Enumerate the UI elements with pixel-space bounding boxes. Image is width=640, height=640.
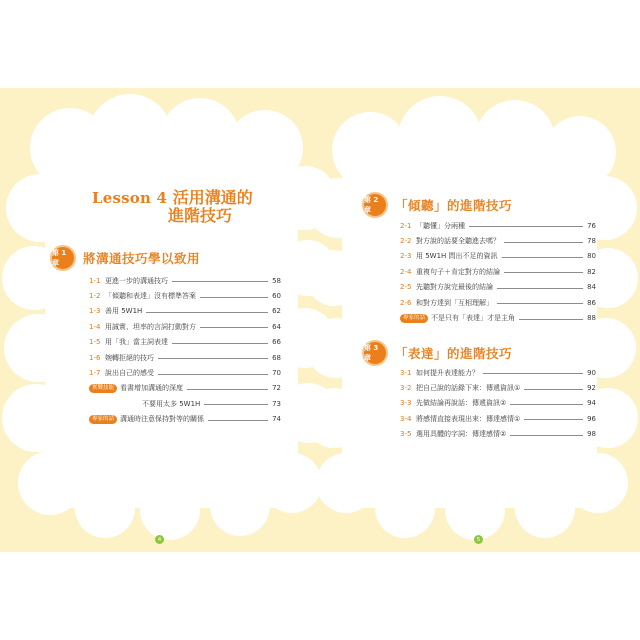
toc-entry [400, 365, 596, 380]
entry-number: 3-2 [400, 384, 412, 393]
toc-entry [89, 381, 281, 396]
entry-page-number: 70 [272, 369, 281, 378]
chapter-badge: 第 1 章 [50, 245, 76, 271]
entry-title: 先做結論再說話：傳遞資訊② [416, 399, 507, 408]
dot-leader [497, 288, 583, 289]
entry-page-number: 62 [272, 307, 281, 316]
entry-title: 婉轉拒絕的技巧 [105, 353, 154, 362]
toc-entry [89, 365, 281, 380]
entry-page-number: 96 [587, 414, 596, 423]
entry-title: 不要用太多 5W1H [142, 399, 201, 408]
entry-page-number: 94 [587, 399, 596, 408]
dot-leader [504, 242, 583, 243]
dot-leader [204, 404, 268, 405]
entry-page-number: 92 [587, 384, 596, 393]
entry-title: 溝通時注意保持對等的關係 [120, 415, 205, 424]
entry-page-number: 74 [272, 415, 281, 424]
toc-entry [400, 396, 596, 411]
entry-title: 如何提升表達能力？ [416, 368, 479, 377]
entry-number: 2-3 [400, 252, 412, 261]
toc-entry [89, 304, 281, 319]
entry-number: 1-2 [89, 292, 101, 301]
entry-number: 1-4 [89, 322, 101, 331]
entry-page-number: 86 [587, 298, 596, 307]
toc-entry [400, 249, 596, 264]
lesson-title-line1: 活用溝通的 [172, 188, 253, 207]
dot-leader [172, 281, 268, 282]
page-number-right: 5 [474, 535, 483, 544]
entry-page-number: 73 [272, 399, 281, 408]
dot-leader [208, 420, 268, 421]
entry-title: 不是只有「表達」才是主角 [431, 314, 516, 323]
page-number-left: 4 [155, 535, 164, 544]
entry-title: 選用具體的字詞：傳達感情② [416, 430, 507, 439]
entry-title: 「聽懂」分兩種 [416, 221, 465, 230]
dot-leader [504, 272, 583, 273]
entry-page-number: 90 [587, 368, 596, 377]
dot-leader [158, 374, 268, 375]
entry-title: 先聽對方說完最後的結論 [416, 283, 493, 292]
toc-entry [89, 273, 281, 288]
chapter-1-entries [89, 273, 281, 427]
toc-entry [400, 310, 596, 325]
chapter-2-entries [400, 218, 596, 326]
entry-title: 將感情直接表現出來：傳達感情① [416, 414, 521, 423]
chapter-1-heading [50, 245, 200, 271]
chapter-2-heading [362, 192, 512, 218]
dot-leader [510, 435, 583, 436]
entry-title: 說出自己的感受 [105, 369, 154, 378]
toc-entry [400, 264, 596, 279]
entry-number: 1-6 [89, 353, 101, 362]
entry-page-number: 82 [587, 267, 596, 276]
dot-leader [519, 319, 583, 320]
entry-number: 3-1 [400, 368, 412, 377]
entry-number: 3-5 [400, 430, 412, 439]
dot-leader [146, 312, 268, 313]
entry-number: 3-3 [400, 399, 412, 408]
entry-page-number: 72 [272, 384, 281, 393]
toc-entry [400, 295, 596, 310]
entry-title: 對方說的話要全聽進去嗎？ [416, 237, 500, 246]
entry-number: 3-4 [400, 414, 412, 423]
entry-title: 把自己說的話錄下來：傳遞資訊① [416, 384, 521, 393]
entry-tag-badge: 專家的話 [89, 415, 117, 424]
entry-number: 1-7 [89, 369, 101, 378]
toc-entry [400, 218, 596, 233]
dot-leader [158, 358, 268, 359]
entry-tag-badge: 實戰技能 [89, 384, 117, 393]
entry-title: 重複句子＋肯定對方的結論 [416, 267, 500, 276]
entry-number: 2-5 [400, 283, 412, 292]
entry-title: 看書增加溝通的深度 [120, 384, 184, 393]
toc-entry [400, 411, 596, 426]
dot-leader [200, 297, 268, 298]
entry-page-number: 58 [272, 276, 281, 285]
dot-leader [200, 327, 268, 328]
chapter-badge: 第 3 章 [362, 340, 388, 366]
entry-title: 用「我」當主詞表達 [105, 338, 168, 347]
toc-entry [89, 350, 281, 365]
toc-entry [89, 335, 281, 350]
dot-leader [524, 419, 583, 420]
entry-page-number: 76 [587, 221, 596, 230]
lesson-title-line2: 進階技巧 [168, 206, 233, 225]
entry-title: 用 5W1H 問出不足的資訊 [416, 252, 498, 261]
dot-leader [187, 389, 268, 390]
toc-entry [400, 427, 596, 442]
toc-entry [89, 288, 281, 303]
entry-page-number: 98 [587, 430, 596, 439]
entry-title: 和對方達到「互相理解」 [416, 298, 493, 307]
entry-page-number: 68 [272, 353, 281, 362]
toc-entry [89, 412, 281, 427]
entry-number: 2-1 [400, 221, 412, 230]
chapter-3-heading [362, 340, 512, 366]
entry-page-number: 80 [587, 252, 596, 261]
toc-entry [89, 396, 281, 411]
dot-leader [502, 257, 583, 258]
dot-leader [510, 404, 583, 405]
chapter-title: 將溝通技巧學以致用 [83, 251, 201, 266]
lesson-label: Lesson 4 [92, 189, 168, 207]
dot-leader [483, 373, 583, 374]
chapter-title: 「表達」的進階技巧 [395, 346, 513, 361]
entry-page-number: 60 [272, 292, 281, 301]
entry-number: 2-6 [400, 298, 412, 307]
entry-page-number: 66 [272, 338, 281, 347]
chapter-3-entries [400, 365, 596, 442]
entry-tag-badge: 專家的話 [400, 314, 428, 323]
entry-title: 用誠實、坦率的言詞打動對方 [105, 322, 196, 331]
chapter-title: 「傾聽」的進階技巧 [395, 198, 513, 213]
chapter-badge: 第 2 章 [362, 192, 388, 218]
entry-page-number: 64 [272, 322, 281, 331]
toc-entry [400, 233, 596, 248]
entry-title: 更進一步的溝通技巧 [105, 276, 168, 285]
dot-leader [469, 226, 583, 227]
entry-number: 2-2 [400, 237, 412, 246]
entry-number: 1-3 [89, 307, 101, 316]
toc-entry [89, 319, 281, 334]
entry-number: 1-1 [89, 276, 101, 285]
dot-leader [497, 303, 583, 304]
dot-leader [524, 389, 583, 390]
entry-number: 1-5 [89, 338, 101, 347]
toc-entry [400, 380, 596, 395]
entry-page-number: 84 [587, 283, 596, 292]
toc-entry [400, 280, 596, 295]
dot-leader [172, 343, 268, 344]
entry-page-number: 88 [587, 314, 596, 323]
entry-number: 2-4 [400, 267, 412, 276]
entry-title: 善用 5W1H [105, 307, 143, 316]
entry-title: 「傾聽和表達」沒有標準答案 [105, 292, 196, 301]
entry-page-number: 78 [587, 237, 596, 246]
